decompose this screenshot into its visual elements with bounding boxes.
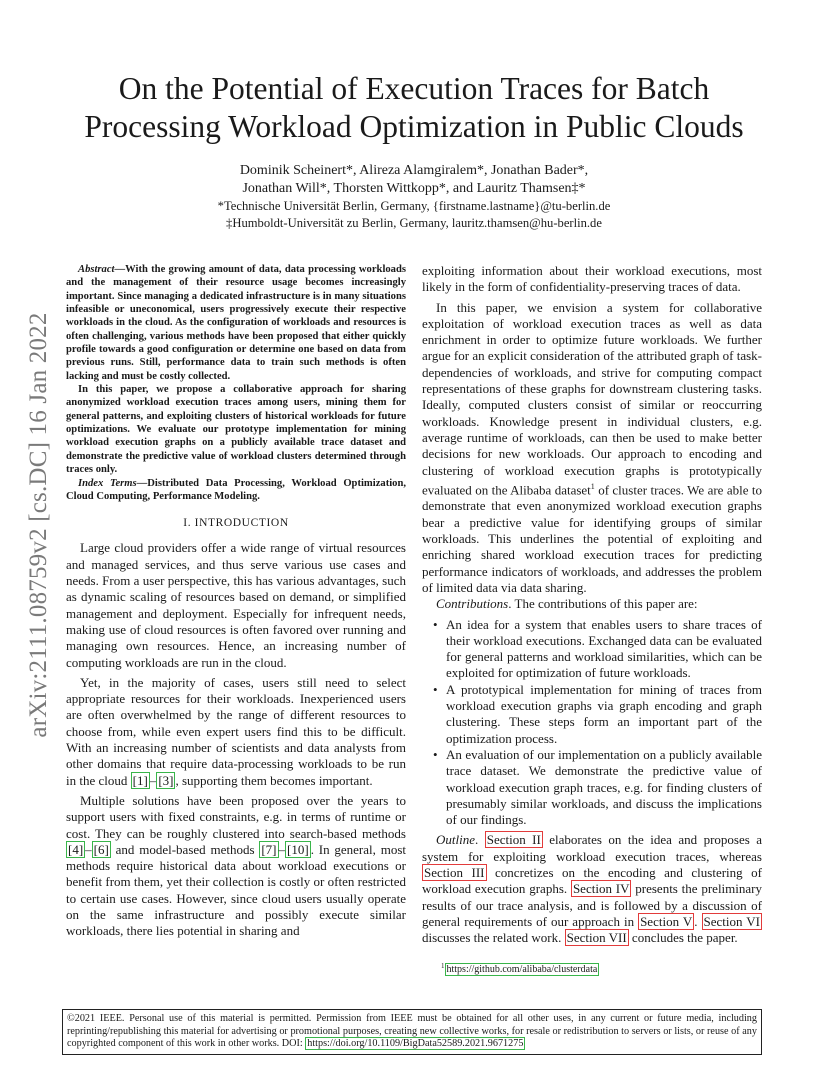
footnote-url-link[interactable]: https://github.com/alibaba/clusterdata [446,964,598,976]
index-terms: Index Terms—Distributed Data Processing, Workload Optimization, Cloud Computing, Performance Modeling. [66,477,406,502]
list-item: • An evaluation of our implementation on a publicly available trace dataset. We demonstrate the predictive value of workload execution graph traces, e.g. for finding clusters of presumably similar workloads, and discuss the implications of our findings. [446,747,762,828]
section-v-link[interactable]: Section V [640,913,693,929]
copyright-text: ©2021 IEEE. Personal use of this material is permitted. Permission from IEEE must be obtained for all other uses, in any current or future media, including reprinting/republishing this material for advertising or promotional purposes, creating new collective works, for resale or redistribution to servers or lists, or reuse of any copyrighted component of this work in other works. DOI: [67,1013,757,1050]
doi-link[interactable]: https://doi.org/10.1109/BigData52589.2021.9671275 [307,1038,524,1050]
abstract-paragraph-2: In this paper, we propose a collaborative approach for sharing anonymized workload execution traces among users, mining them for general patterns, and exploiting clusters of historical workloads for future optimizations. We evaluate our prototype implementation for mining workload execution graphs on a publicly available trace dataset and demonstrate the predictive value of workload clusters determined through traces only. [66,384,406,476]
paper-title [40,70,788,146]
citation-link-4[interactable]: [4] [68,841,84,857]
footnote [441,962,599,975]
contributions-intro: Contributions. The contributions of this paper are: [436,596,698,612]
citation-link-7[interactable]: [7] [261,841,277,857]
affiliation-2: ‡Humboldt-Universität zu Berlin, Germany, lauritz.thamsen@hu-berlin.de [226,216,602,230]
intro-paragraph-2: Yet, in the majority of cases, users still need to select appropriate resources for their workloads. Inexperienced users are often overwhelmed by the range of different resources to choose from, while even expert users find this to be difficult. With an increasing number of scientists and data analysts from other domains that require data-processing workloads to be run in the cloud [1] – [3] , supporting them becomes important. [66,674,406,788]
affiliation-1: *Technische Universität Berlin, Germany, {firstname.lastname}@tu-berlin.de [217,199,611,213]
author-list [120,162,708,198]
section-vii-link[interactable]: Section VII [566,930,627,946]
section-vi-link[interactable]: Section VI [703,913,760,929]
section-heading-introduction: I. INTRODUCTION [183,517,289,530]
list-item: • An idea for a system that enables users to share traces of their workload executions. Exchanged data can be evaluated for general patterns and workload similarities, which can be exploited for optimization of future workloads. [446,617,762,682]
authors-line-1: Dominik Scheinert*, Alireza Alamgiralem*, Jonathan Bader*, [239,163,589,178]
right-paragraph-0: exploiting information about their workload executions, most likely in the form of confidentiality-preserving traces of data. [422,263,762,295]
intro-paragraph-1: Large cloud providers offer a wide range of virtual resources and managed services, and thus serve various use cases and needs. From a user perspective, this has various advantages, such as dynamic scaling of resources based on demand, or simplified management and deployment. Especially for infrequent needs, making use of cloud resources is often favored over running and managing own resources. Hence, an increasing number of computing workloads are run in the cloud. [66,540,406,670]
list-item: • A prototypical implementation for mining of traces from workload execution graphs via graph encoding and graph clustering. These steps form an important part of the optimization process. [446,682,762,747]
index-terms-label: Index Terms [78,477,137,489]
citation-link-6[interactable]: [6] [93,841,109,857]
title-line-1: On the Potential of Execution Traces for Batch [118,71,710,106]
copyright-notice [62,1009,762,1055]
arxiv-sidebar [22,290,56,760]
outline-paragraph: Outline. Section II elaborates on the idea and proposes a system for exploiting workload execution traces, whereas Section III concretizes on the encoding and clustering of workload execution graphs. Section IV presents the preliminary results of our trace analysis, and is followed by a discussion of general requirements of our approach in Section V . Section VI discusses the related work. Section VII concludes the paper. [422,832,763,946]
section-ii-link[interactable]: Section II [486,832,541,848]
footnote-marker: 1 [590,481,595,491]
section-iii-link[interactable]: Section III [424,865,485,881]
authors-line-2: Jonathan Will*, Thorsten Wittkopp*, and Lauritz Thamsen‡* [242,181,586,196]
right-column [422,263,762,947]
section-iv-link[interactable]: Section IV [572,881,630,897]
citation-link-3[interactable]: [3] [158,772,174,788]
footnote-number: 1 [441,962,445,970]
right-paragraph-1: In this paper, we envision a system for collaborative exploitation of workload execution traces as well as data enrichment in order to optimize future workloads. We further argue for an explicit consideration of the attributed graph of task-dependencies of workloads, and strive for computing compact representations of these graphs for downstream clustering tasks. Ideally, computed clusters consist of similar or reoccurring workloads. Knowledge present in individual clusters, e.g. average runtime of workloads, can then be used to make better decisions for new workloads. Our approach to encoding and clustering of workload execution graphs is prototypically evaluated on the Alibaba dataset$^1$ of cluster traces. We are able to demonstrate that even anonymized workload execution graphs bear a predictive value for identifying groups of similar workloads. This underlines the potential of exploiting and enriching shared workload execution traces for predicting performance indicators of workloads, and addresses the problem of limited data via data sharing. [422,299,762,595]
citation-link-1[interactable]: [1] [132,772,148,788]
affiliations [120,198,708,232]
contributions-list [422,617,762,829]
intro-paragraph-3: Multiple solutions have been proposed over the years to support users with fixed constraints, e.g. in terms of runtime or cost. They can be roughly clustered into search-based methods [4] – [6] and model-based methods [7] – [10] . In general, most methods require historical data about workload executions or benefit from them, yet their collection is costly or often restricted to certain use cases. However, since cloud users usually operate on the same infrastructure and possibly execute similar workloads, there lies potential in sharing and [66,792,406,939]
abstract-label: Abstract [78,264,115,275]
title-line-2: Processing Workload Optimization in Public Clouds [84,109,744,144]
citation-link-10[interactable]: [10] [287,841,309,857]
left-column [66,263,406,940]
arxiv-id: arXiv:2111.08759v2 [cs.DC] 16 Jan 2022 [25,312,52,738]
abstract-paragraph-1: Abstract—With the growing amount of data, data processing workloads and the management of their resource usage becomes increasingly important. Since managing a dedicated infrastructure is in many situations infeasible or uneconomical, users progressively execute their respective workloads in the cloud. As the configuration of workloads and resources is often challenging, various methods have been proposed that either quickly profile towards a good configuration or determine one based on data from previous runs. Still, performance data to train such methods is often lacking and must be costly collected. [66,264,406,382]
